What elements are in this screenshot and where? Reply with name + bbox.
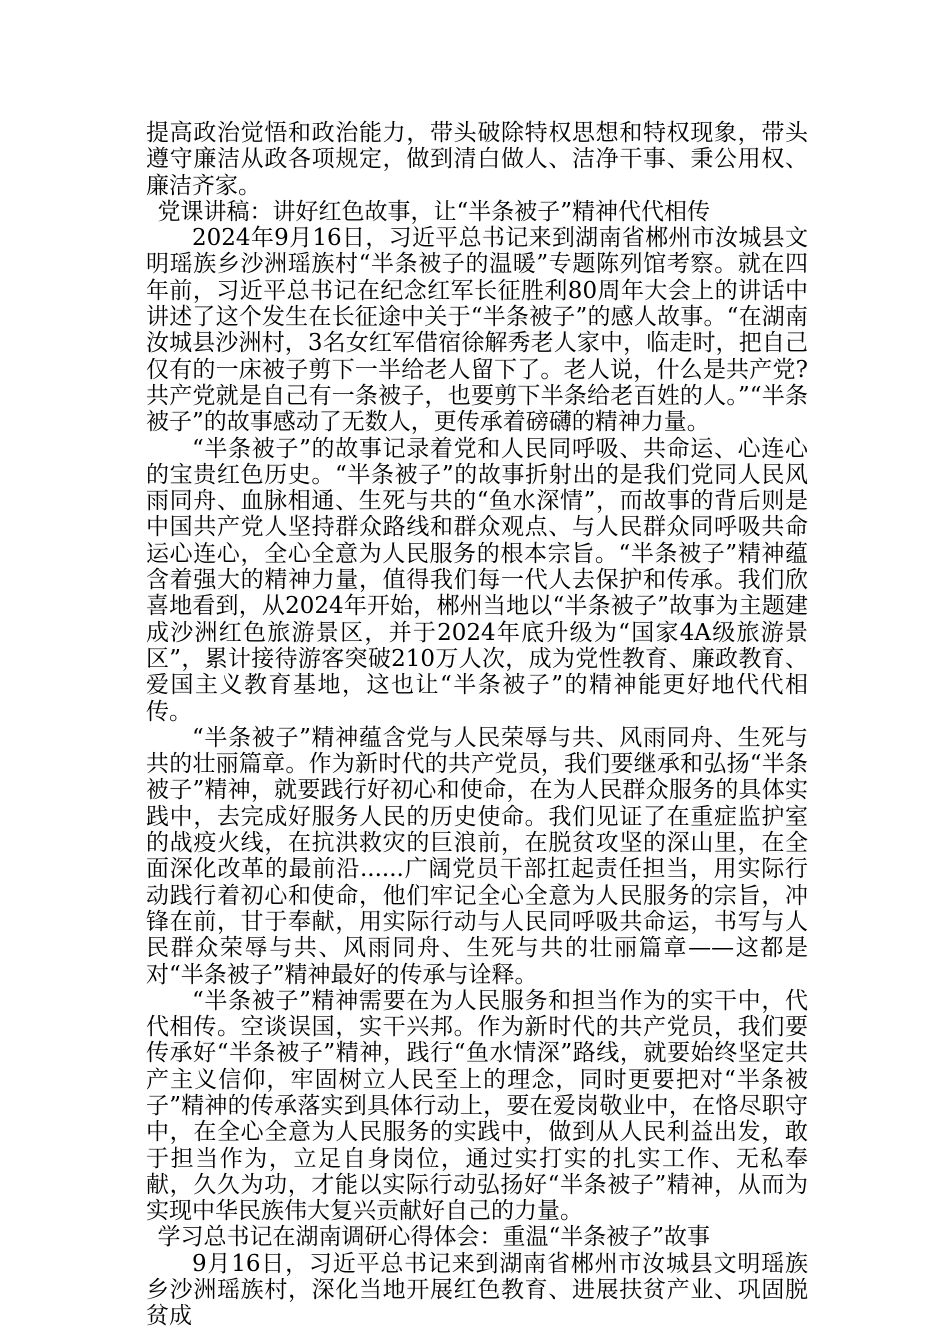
paragraph-4: “半条被子”精神需要在为人民服务和担当作为的实干中，代代相传。空谈误国，实干兴邦。作为新时代的共产党员，我们要传承好“半条被子”精神，践行“鱼水情深”路线，就要始终坚定共产主义信仰，牢固树立人民至上的理念，同时更要把对“半条被子”精神的传承落实到具体行动上，要在爱岗敬业中，在恪尽职守中，在全心全意为人民服务的实践中，做到从人民利益出发，敢于担当作为，立足自身岗位，通过实打实的扎实工作、无私奉献，久久为功，才能以实际行动弘扬好“半条被子”精神，从而为实现中华民族伟大复兴贡献好自己的力量。 [146, 987, 808, 1225]
paragraph-1: 2024年9月16日，习近平总书记来到湖南省郴州市汝城县文明瑶族乡沙洲瑶族村“半条被子的温暖”专题陈列馆考察。就在四年前，习近平总书记在纪念红军长征胜利80周年大会上的讲话中讲述了这个发生在长征途中关于“半条被子”的感人故事。“在湖南汝城县沙洲村，3名女红军借宿徐解秀老人家中，临走时，把自己仅有的一床被子剪下一半给老人留下了。老人说，什么是共产党?共产党就是自己有一条被子，也要剪下半条给老百姓的人。”“半条被子”的故事感动了无数人，更传承着磅礴的精神力量。 [146, 225, 808, 436]
paragraph-continuation: 提高政治觉悟和政治能力，带头破除特权思想和特权现象，带头遵守廉洁从政各项规定，做到清白做人、洁净干事、秉公用权、廉洁齐家。 [146, 120, 808, 199]
section-heading-2: 学习总书记在湖南调研心得体会：重温“半条被子”故事 [157, 1224, 711, 1251]
paragraph-2: “半条被子”的故事记录着党和人民同呼吸、共命运、心连心的宝贵红色历史。“半条被子”的故事折射出的是我们党同人民风雨同舟、血脉相通、生死与共的“鱼水深情”，而故事的背后则是中国共产党人坚持群众路线和群众观点、与人民群众同呼吸共命运心连心，全心全意为人民服务的根本宗旨。“半条被子”精神蕴含着强大的精神力量，值得我们每一代人去保护和传承。我们欣喜地看到，从2024年开始，郴州当地以“半条被子”故事为主题建成沙洲红色旅游景区，并于2024年底升级为“国家4A级旅游景区”，累计接待游客突破210万人次，成为党性教育、廉政教育、爱国主义教育基地，这也让“半条被子”的精神能更好地代代相传。 [146, 435, 808, 725]
section-heading-1: 党课讲稿：讲好红色故事，让“半条被子”精神代代相传 [157, 198, 711, 225]
document-page [146, 120, 808, 1330]
paragraph-5: 9月16日，习近平总书记来到湖南省郴州市汝城县文明瑶族乡沙洲瑶族村，深化当地开展红色教育、进展扶贫产业、巩固脱贫成 [146, 1250, 808, 1330]
paragraph-3: “半条被子”精神蕴含党与人民荣辱与共、风雨同舟、生死与共的壮丽篇章。作为新时代的共产党员，我们要继承和弘扬“半条被子”精神，就要践行好初心和使命，在为人民群众服务的具体实践中，去完成好服务人民的历史使命。我们见证了在重症监护室的战疫火线，在抗洪救灾的巨浪前，在脱贫攻坚的深山里，在全面深化改革的最前沿......广阔党员干部扛起责任担当，用实际行动践行着初心和使命，他们牢记全心全意为人民服务的宗旨，冲锋在前，甘于奉献，用实际行动与人民同呼吸共命运，书写与人民群众荣辱与共、风雨同舟、生死与共的壮丽篇章——这都是对“半条被子”精神最好的传承与诠释。 [146, 724, 808, 988]
